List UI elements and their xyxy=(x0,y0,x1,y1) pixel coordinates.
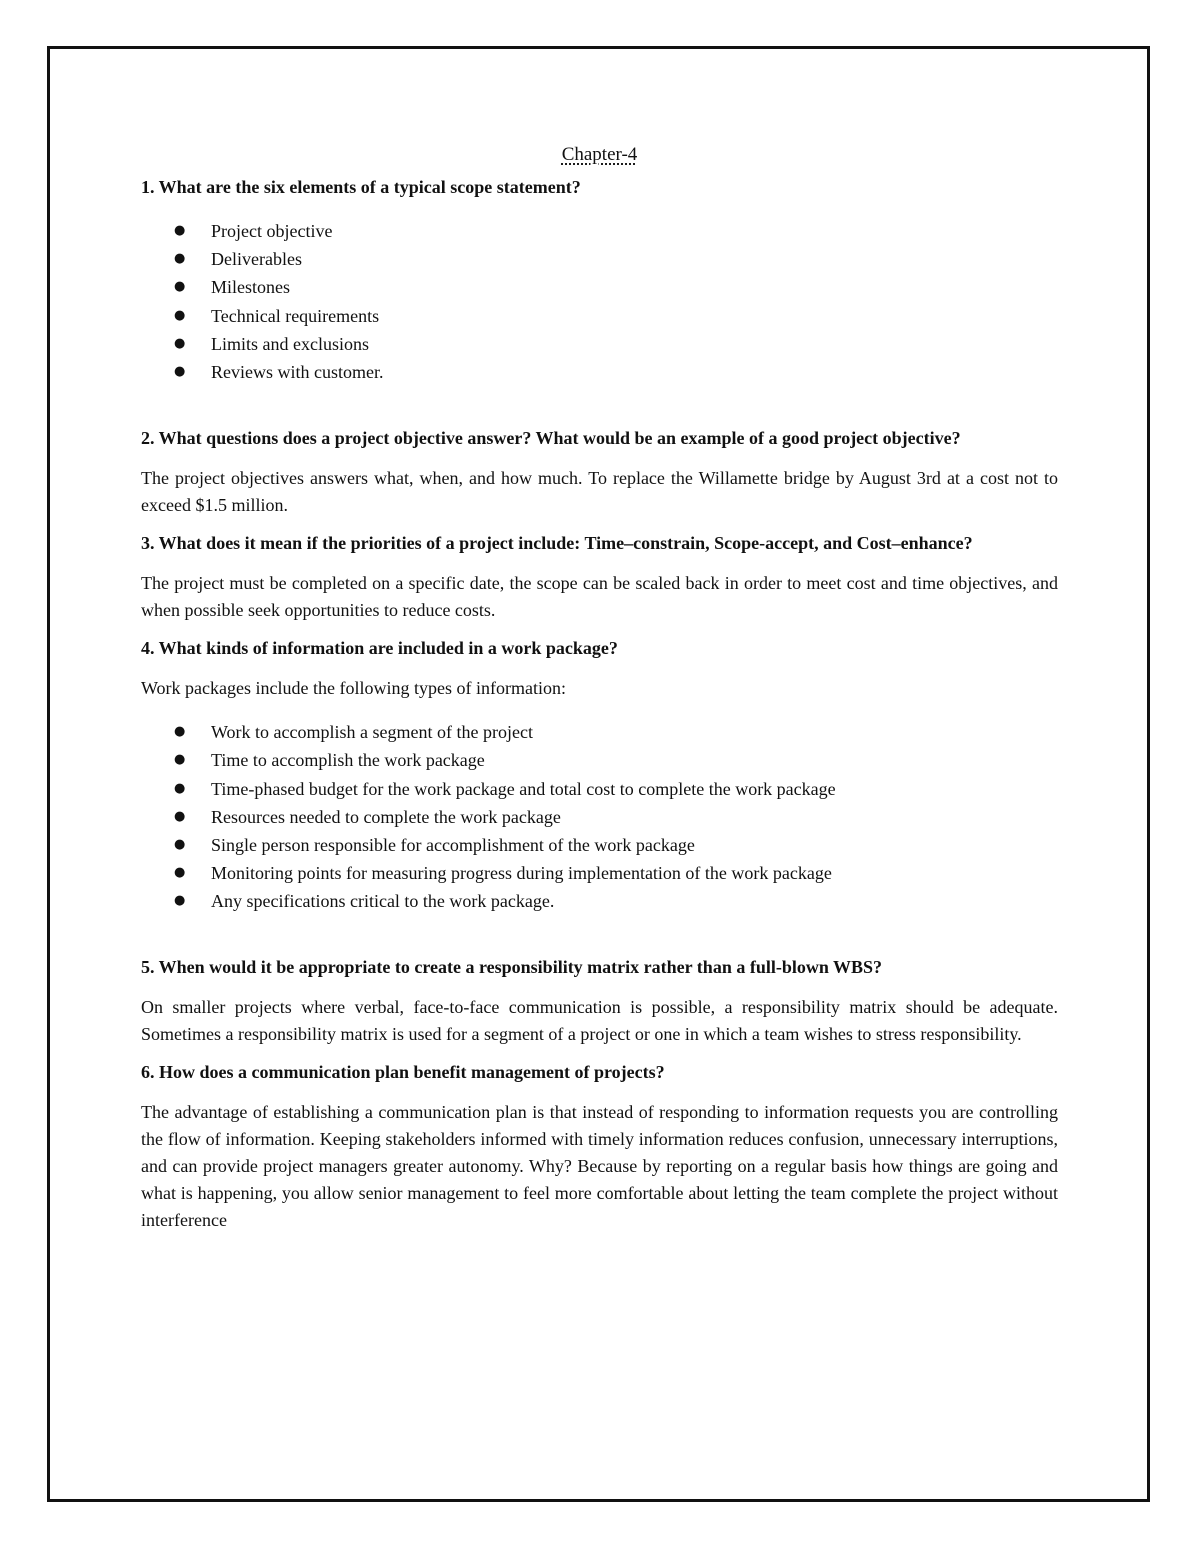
list-item: ● Time-phased budget for the work package and total cost to complete the work package xyxy=(141,775,1058,803)
list-item: ● Time to accomplish the work package xyxy=(141,746,1058,774)
bullet-icon: ● xyxy=(174,893,186,909)
list-item: ● Reviews with customer. xyxy=(141,358,1058,386)
answer-4: Work packages include the following types of information: xyxy=(141,678,566,699)
section-5 xyxy=(141,954,1058,1048)
list-item: ● Work to accomplish a segment of the project xyxy=(141,718,1058,746)
list-item: ● Technical requirements xyxy=(141,302,1058,330)
list-item: ● Resources needed to complete the work package xyxy=(141,803,1058,831)
list-item: ● Project objective xyxy=(141,217,1058,245)
bullet-icon: ● xyxy=(174,363,186,379)
bullet-icon: ● xyxy=(174,279,186,295)
chapter-title: Chapter-4 xyxy=(561,144,638,165)
bullet-icon: ● xyxy=(174,335,186,351)
answer-6: The advantage of establishing a communication plan is that instead of responding to information requests you are controlling the flow of information. Keeping stakeholders informed with timely information reduces confusion, unnecessary interruptions, and can provide project managers greater autonomy. Why? Because by reporting on a regular basis how things are going and what is happening, you allow senior management to feel more comfortable about letting the team complete the project without interference xyxy=(141,1102,1058,1231)
bullet-icon: ● xyxy=(174,724,186,740)
question-4: 4. What kinds of information are included in a work package? xyxy=(141,638,618,659)
answer-2: The project objectives answers what, when, and how much. To replace the Willamette bridge by August 3rd at a cost not to exceed $1.5 million. xyxy=(141,468,1058,516)
list-item: ● Single person responsible for accomplishment of the work package xyxy=(141,831,1058,859)
spacer xyxy=(141,1048,1058,1059)
answer-3: The project must be completed on a specific date, the scope can be scaled back in order to meet cost and time objectives, and when possible seek opportunities to reduce costs. xyxy=(141,573,1058,621)
bullet-list-1 xyxy=(141,217,1058,386)
bullet-icon: ● xyxy=(174,307,186,323)
bullet-icon: ● xyxy=(174,251,186,267)
spacer xyxy=(141,519,1058,530)
bullet-icon: ● xyxy=(174,752,186,768)
bullet-list-4 xyxy=(141,718,1058,915)
list-item: ● Monitoring points for measuring progress during implementation of the work package xyxy=(141,859,1058,887)
question-6: 6. How does a communication plan benefit management of projects? xyxy=(141,1062,665,1083)
list-item: ● Milestones xyxy=(141,273,1058,301)
spacer xyxy=(141,624,1058,635)
list-item: ● Any specifications critical to the work package. xyxy=(141,887,1058,915)
bullet-icon: ● xyxy=(174,808,186,824)
bullet-icon: ● xyxy=(174,223,186,238)
section-3 xyxy=(141,530,1058,624)
answer-5: On smaller projects where verbal, face-to-face communication is possible, a responsibility matrix should be adequate. Sometimes a responsibility matrix is used for a segment of a project or one in which a team wishes to stress responsibility. xyxy=(141,997,1058,1045)
section-2 xyxy=(141,425,1058,519)
spacer xyxy=(141,915,1058,954)
spacer xyxy=(141,386,1058,425)
bullet-icon: ● xyxy=(174,836,186,852)
document-body xyxy=(141,140,1058,1234)
section-6 xyxy=(141,1059,1058,1234)
question-1: 1. What are the six elements of a typical scope statement? xyxy=(141,177,581,197)
bullet-icon: ● xyxy=(174,780,186,796)
question-5: 5. When would it be appropriate to create a responsibility matrix rather than a full-blown WBS? xyxy=(141,957,883,978)
list-item: ● Limits and exclusions xyxy=(141,330,1058,358)
question-2: 2. What questions does a project objective answer? What would be an example of a good project objective? xyxy=(141,428,961,449)
bullet-icon: ● xyxy=(174,865,186,881)
question-3: 3. What does it mean if the priorities of a project include: Time–constrain, Scope-accept, and Cost–enhance? xyxy=(141,533,973,554)
list-item: ● Deliverables xyxy=(141,245,1058,273)
section-4 xyxy=(141,635,1058,915)
section-1 xyxy=(141,174,1058,386)
